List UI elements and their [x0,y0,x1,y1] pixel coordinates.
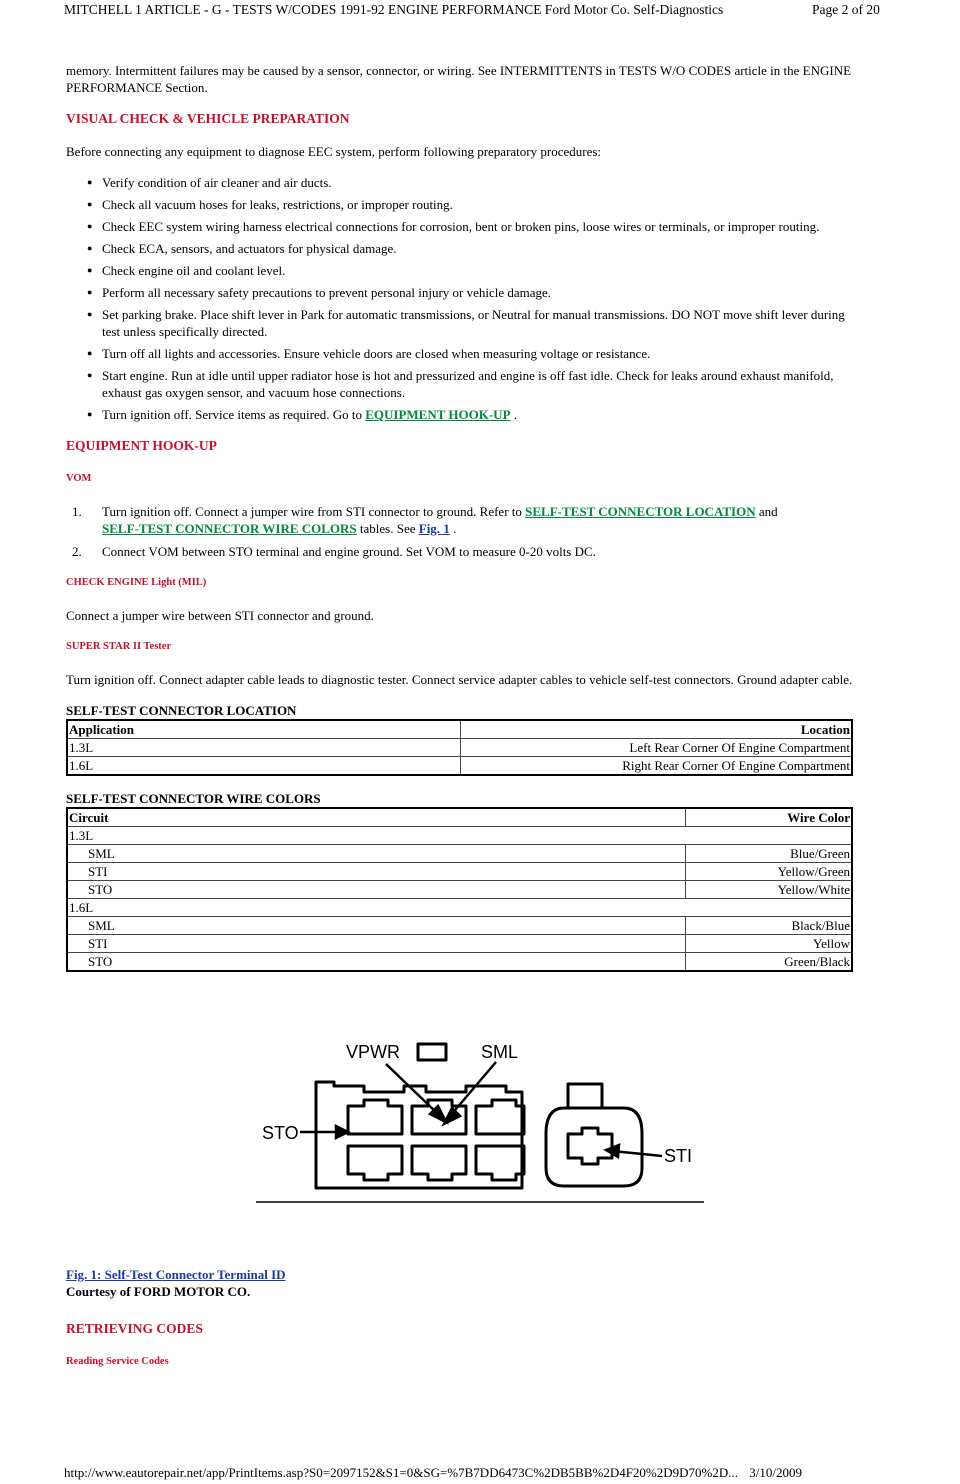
list-item: ● Check all vacuum hoses for leaks, restrictions, or improper routing. [66,196,856,213]
preparation-list [66,174,856,423]
article-title: MITCHELL 1 ARTICLE - G - TESTS W/CODES 1991-92 ENGINE PERFORMANCE Ford Motor Co. Self-Diagnostics [64,2,724,17]
footer-date: 3/10/2009 [749,1465,802,1480]
fig1-link[interactable]: Fig. 1 [418,521,450,536]
list-item: ● Perform all necessary safety precautions to prevent personal injury or vehicle damage. [66,284,856,301]
column-header: Location [461,720,853,739]
page-number: Page 2 of 20 [812,2,880,17]
star-tester-heading: SUPER STAR II Tester [66,641,172,652]
article-body [66,62,856,1386]
list-item: ● Check engine oil and coolant level. [66,262,856,279]
list-item: 1. Turn ignition off. Connect a jumper wire from STI connector to ground. Refer to SELF-TEST CONNECTOR LOCATION and SELF-TEST CONNECTOR WIRE COLORS tables. See Fig. 1 . [72,504,778,536]
table-header [67,720,852,739]
vpwr-label: VPWR [346,1042,400,1062]
vom-steps [66,503,856,560]
visual-check-heading: VISUAL CHECK & VEHICLE PREPARATION [66,111,350,126]
fig1-caption-link[interactable]: Fig. 1: Self-Test Connector Terminal ID [66,1267,286,1282]
table-row: 1.6L Right Rear Corner Of Engine Compartment [69,758,850,773]
table-row: SML Black/Blue [67,917,852,935]
list-item: ● Check EEC system wiring harness electrical connections for corrosion, bent or broken pins, loose wires or terminals, or improper routing. [66,218,856,235]
column-header: Circuit [67,808,686,827]
table-row: STO Green/Black [67,953,852,972]
column-header: Application [67,720,461,739]
page-footer [64,1465,802,1481]
list-item: ● Turn ignition off. Service items as required. Go to EQUIPMENT HOOK-UP . [66,406,856,423]
location-table [66,719,853,776]
colors-table-title: SELF-TEST CONNECTOR WIRE COLORS [66,791,321,806]
equipment-hookup-link[interactable]: EQUIPMENT HOOK-UP [365,407,511,422]
mil-heading: CHECK ENGINE Light (MIL) [66,577,207,588]
mil-text: Connect a jumper wire between STI connector and ground. [66,608,374,623]
connector-figure [66,986,853,1266]
colors-table [66,807,853,972]
table-row: SML Blue/Green [67,845,852,863]
table-row: STI Yellow/Green [67,863,852,881]
figure-caption [66,1266,856,1300]
intro-paragraph: memory. Intermittent failures may be caused by a sensor, connector, or wiring. See INTERMITTENTS in TESTS W/O CODES article in the ENGINE PERFORMANCE Section. [66,63,852,95]
list-item: 2. Connect VOM between STO terminal and engine ground. Set VOM to measure 0-20 volts DC. [72,544,596,559]
wire-colors-link[interactable]: SELF-TEST CONNECTOR WIRE COLORS [102,521,357,536]
sti-label: STI [664,1146,693,1166]
figure-courtesy: Courtesy of FORD MOTOR CO. [66,1284,251,1299]
list-item: ● Verify condition of air cleaner and air ducts. [66,174,856,191]
table-row: STO Yellow/White [67,881,852,899]
reading-codes-heading: Reading Service Codes [66,1356,169,1367]
table-row: 1.3L Left Rear Corner Of Engine Compartment [69,740,850,755]
retrieving-heading: RETRIEVING CODES [66,1321,203,1336]
visual-check-lead: Before connecting any equipment to diagnose EEC system, perform following preparatory procedures: [66,144,602,159]
sto-label: STO [262,1123,299,1143]
list-item: ● Turn off all lights and accessories. Ensure vehicle doors are closed when measuring voltage or resistance. [66,345,856,362]
table-row: STI Yellow [67,935,852,953]
footer-url: http://www.eautorepair.net/app/PrintItems.asp?S0=2097152&S1=0&SG=%7B7DD6473C%2DB5BB%2D4F20%2D9D70%2D... [64,1465,739,1480]
list-item: ● Start engine. Run at idle until upper radiator hose is hot and pressurized and engine is off fast idle. Check for leaks around exhaust manifold, exhaust gas oxygen sensor, and vacuum hose connections. [66,367,856,401]
table-group-row: 1.3L [67,827,852,845]
hookup-heading: EQUIPMENT HOOK-UP [66,438,217,453]
location-table-title: SELF-TEST CONNECTOR LOCATION [66,703,297,718]
column-header: Wire Color [686,808,853,827]
connector-diagram [66,986,853,1266]
list-item: ● Check ECA, sensors, and actuators for physical damage. [66,240,856,257]
table-header [67,808,852,827]
vom-heading: VOM [66,473,92,484]
star-tester-text: Turn ignition off. Connect adapter cable leads to diagnostic tester. Connect service adapter cables to vehicle self-test connectors. Ground adapter cable. [66,672,853,687]
connector-location-link[interactable]: SELF-TEST CONNECTOR LOCATION [525,504,756,519]
table-group-row: 1.6L [67,899,852,917]
sml-label: SML [481,1042,519,1062]
page-header [0,0,960,20]
list-item: ● Set parking brake. Place shift lever in Park for automatic transmissions, or Neutral for manual transmissions. DO NOT move shift lever during test unless specifically directed. [66,306,856,340]
